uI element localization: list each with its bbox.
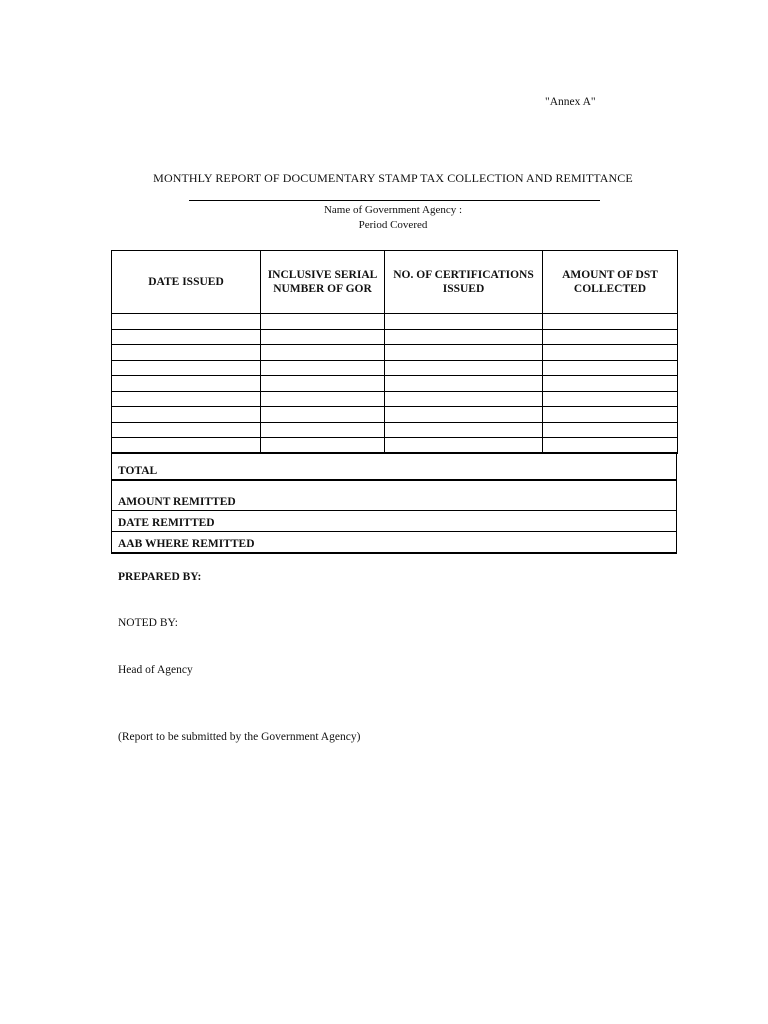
- table-cell: [385, 438, 543, 454]
- table-row: [112, 391, 678, 407]
- prepared-by-label: PREPARED BY:: [118, 571, 202, 583]
- table-cell: [543, 329, 678, 345]
- report-title: MONTHLY REPORT OF DOCUMENTARY STAMP TAX COLLECTION AND REMITTANCE: [153, 171, 633, 185]
- table-row: [112, 345, 678, 361]
- table-cell: [112, 407, 261, 423]
- table-cell: [261, 345, 385, 361]
- table-cell: [112, 438, 261, 454]
- table-cell: [385, 407, 543, 423]
- table-cell: [261, 376, 385, 392]
- total-label: TOTAL: [118, 465, 158, 477]
- table-cell: [385, 391, 543, 407]
- table-header-row: [112, 251, 678, 314]
- date-remitted-label: DATE REMITTED: [118, 517, 215, 529]
- table-cell: [261, 391, 385, 407]
- total-row: [111, 452, 677, 480]
- table-row: [112, 376, 678, 392]
- table-cell: [112, 360, 261, 376]
- agency-name-label: Name of Government Agency :: [323, 204, 463, 216]
- header-date-issued: DATE ISSUED: [112, 251, 261, 314]
- table-cell: [385, 314, 543, 330]
- head-of-agency-label: Head of Agency: [118, 664, 193, 676]
- table-row: [112, 314, 678, 330]
- table-cell: [385, 345, 543, 361]
- report-table: [111, 250, 678, 454]
- table-cell: [261, 438, 385, 454]
- table-cell: [543, 438, 678, 454]
- table-cell: [543, 360, 678, 376]
- amount-remitted-label: AMOUNT REMITTED: [118, 496, 236, 508]
- table-cell: [543, 422, 678, 438]
- table-cell: [385, 376, 543, 392]
- table-cell: [112, 376, 261, 392]
- table-row: [112, 407, 678, 423]
- table-cell: [543, 376, 678, 392]
- table-cell: [261, 407, 385, 423]
- header-certifications: NO. OF CERTIFICATIONS ISSUED: [385, 251, 543, 314]
- table-cell: [261, 314, 385, 330]
- table-row: [112, 422, 678, 438]
- table-cell: [385, 360, 543, 376]
- period-covered-label: Period Covered: [358, 219, 428, 231]
- table-cell: [543, 407, 678, 423]
- submission-note: (Report to be submitted by the Government Agency): [118, 731, 361, 743]
- title-underline: [189, 200, 600, 201]
- table-cell: [112, 391, 261, 407]
- table-cell: [385, 329, 543, 345]
- table-cell: [261, 422, 385, 438]
- table-cell: [385, 422, 543, 438]
- annex-label: "Annex A": [545, 96, 596, 108]
- table-cell: [543, 314, 678, 330]
- table-row: [112, 438, 678, 454]
- aab-label: AAB WHERE REMITTED: [118, 538, 255, 550]
- amount-remitted-row: [111, 480, 677, 511]
- aab-row: [111, 532, 677, 554]
- date-remitted-row: [111, 510, 677, 532]
- header-dst-amount: AMOUNT OF DST COLLECTED: [543, 251, 678, 314]
- header-serial-number: INCLUSIVE SERIAL NUMBER OF GOR: [261, 251, 385, 314]
- table-cell: [112, 422, 261, 438]
- table-cell: [543, 345, 678, 361]
- table-cell: [112, 345, 261, 361]
- table-cell: [261, 329, 385, 345]
- table-cell: [261, 360, 385, 376]
- table-cell: [543, 391, 678, 407]
- table-row: [112, 329, 678, 345]
- noted-by-label: NOTED BY:: [118, 617, 178, 629]
- table-cell: [112, 329, 261, 345]
- table-body: [112, 314, 678, 454]
- table-cell: [112, 314, 261, 330]
- table-row: [112, 360, 678, 376]
